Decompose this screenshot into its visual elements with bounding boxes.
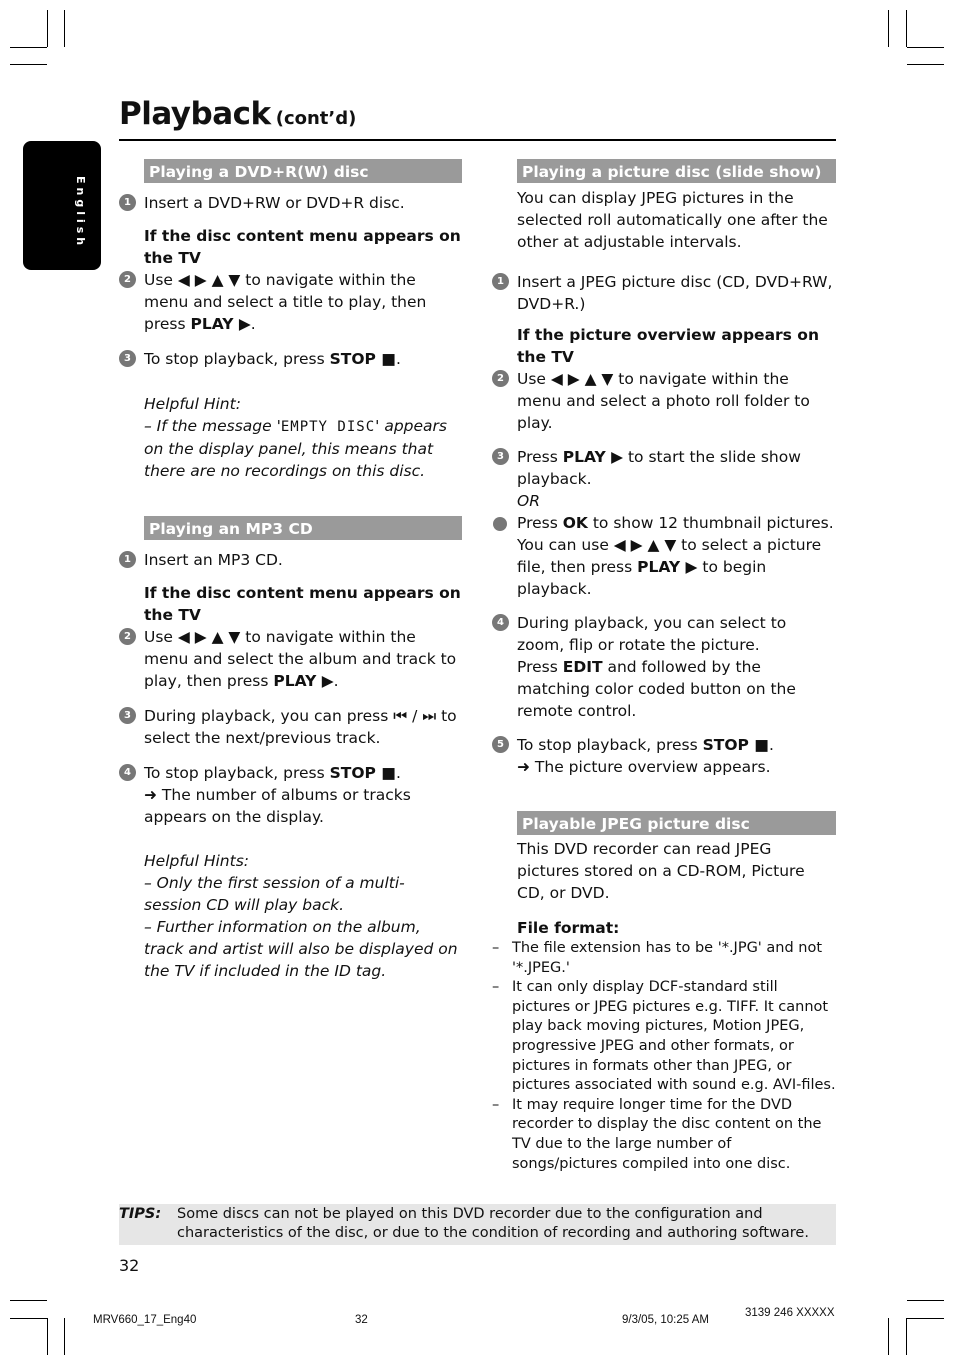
mp3-hint-2: – Further information on the album, track and artist will also be displayed on the TV if included in the ID tag.: [144, 918, 458, 980]
mp3-step-2: [119, 626, 462, 692]
left-column: [119, 159, 462, 982]
lcd-message: EMPTY DISC: [280, 419, 376, 435]
section-heading-mp3: Playing an MP3 CD: [144, 516, 462, 540]
step-text: to show 12 thumbnail pictures. You can use ◀ ▶ ▲ ▼ to select a picture file, then press: [517, 514, 834, 576]
dvd-hint: [119, 415, 462, 482]
slide-or: OR: [517, 492, 540, 510]
step-text: During playback, you can select to zoom, flip or rotate the picture.: [517, 614, 787, 654]
footer-date: 9/3/05, 10:25 AM: [622, 1314, 709, 1326]
step-number: 2: [119, 271, 136, 288]
slide-step-4: [492, 612, 836, 656]
slideshow-intro: You can display JPEG pictures in the selected roll automatically one after the other at adjustable intervals.: [517, 189, 828, 251]
tips-text: Some discs can not be played on this DVD recorder due to the configuration and characteristics of the disc, or due to the condition of recording and authoring software.: [177, 1206, 809, 1241]
crop-mark: [888, 10, 889, 47]
step-number: 3: [119, 707, 136, 724]
page-number: 32: [119, 1256, 140, 1275]
dvd-hint-title: Helpful Hint:: [144, 395, 241, 413]
file-format-item-3: [492, 1096, 836, 1174]
crop-mark: [10, 47, 47, 48]
step-text-end: .: [395, 350, 401, 368]
dash-mark: –: [492, 1096, 500, 1113]
title-rule: [119, 139, 836, 141]
edit-key: EDIT: [562, 658, 603, 676]
hint-text: – If the message ': [144, 417, 281, 435]
footer-code: 3139 246 XXXXX: [745, 1307, 835, 1319]
step-number: 2: [492, 370, 509, 387]
step-text-end: to begin playback.: [517, 558, 767, 598]
crop-mark: [10, 64, 47, 65]
footer-page: 32: [355, 1314, 368, 1326]
mp3-hint-1: – Only the first session of a multi-session CD will play back.: [144, 874, 405, 914]
crop-mark: [907, 1318, 944, 1319]
play-key: PLAY ▶: [273, 672, 334, 690]
file-format-title: File format:: [517, 919, 620, 937]
stop-key: STOP ■: [329, 350, 396, 368]
title-main: Playback: [119, 96, 271, 132]
tips-box: [119, 1204, 836, 1245]
play-key: PLAY ▶: [562, 448, 624, 466]
mp3-step-1: [119, 549, 462, 571]
step-number: 3: [492, 448, 509, 465]
list-item-text: The file extension has to be '*.JPG' and not '*.JPEG.': [512, 940, 823, 976]
section-heading-slideshow: Playing a picture disc (slide show): [517, 159, 836, 183]
step-text: Insert a DVD+RW or DVD+R disc.: [144, 194, 405, 212]
title-sub: (cont’d): [275, 108, 357, 129]
step-text-end: .: [333, 672, 339, 690]
crop-mark: [907, 47, 944, 48]
step-text-end: .: [250, 315, 256, 333]
mp3-step-4-result: ➜ The number of albums or tracks appears on the display.: [144, 786, 411, 826]
slide-step-5-result: ➜ The picture overview appears.: [517, 758, 771, 776]
slide-bullet: [492, 512, 836, 600]
slide-step-4-edit: [492, 656, 836, 722]
list-item-text: It may require longer time for the DVD recorder to display the disc content on the TV due to the large number of songs/pictures compiled into one disc.: [512, 1096, 822, 1172]
mp3-hints-title: Helpful Hints:: [144, 852, 250, 870]
step-number: 4: [119, 764, 136, 781]
language-tab: [23, 141, 101, 270]
list-item-text: It can only display DCF-standard still pictures or JPEG pictures e.g. TIFF. It cannot play back moving pictures, Motion JPEG, progressive JPEG and other formats, or pictures in formats other than JPEG, or pictures associated with sound e.g. AVI-files.: [512, 979, 836, 1094]
step-number: 4: [492, 614, 509, 631]
play-key: PLAY ▶: [190, 315, 251, 333]
dash-mark: –: [492, 940, 500, 956]
step-number: 2: [119, 628, 136, 645]
section-heading-jpeg: Playable JPEG picture disc: [517, 811, 836, 835]
crop-mark: [888, 1318, 889, 1355]
step-text: To stop playback, press: [517, 736, 703, 754]
mp3-subheading: If the disc content menu appears on the TV: [144, 584, 461, 624]
slide-step-5: [492, 734, 836, 756]
ok-key: OK: [562, 514, 588, 532]
stop-key: STOP ■: [702, 736, 769, 754]
step-text: Use ◀ ▶ ▲ ▼ to navigate within the menu and select a photo roll folder to play.: [517, 370, 810, 432]
file-format-item-1: [492, 939, 836, 978]
slide-step-2: [492, 368, 836, 434]
step-number: 1: [119, 551, 136, 568]
language-tab-label: English: [74, 176, 87, 250]
step-number: 3: [119, 350, 136, 367]
step-number: 5: [492, 736, 509, 753]
step-text: To stop playback, press: [144, 764, 330, 782]
crop-mark: [907, 1300, 944, 1301]
step-text: During playback, you can press ⏮ / ⏭ to select the next/previous track.: [144, 707, 457, 747]
step-text: Press: [517, 658, 563, 676]
play-key: PLAY ▶: [637, 558, 698, 576]
step-text: Insert an MP3 CD.: [144, 551, 283, 569]
slide-step-1: [492, 271, 836, 315]
footer-file: MRV660_17_Eng40: [93, 1314, 197, 1326]
stop-key: STOP ■: [329, 764, 396, 782]
hint-text: ' appears on the display panel, this means that there are no recordings on this disc.: [144, 417, 447, 480]
crop-mark: [64, 1318, 65, 1355]
slide-subheading: If the picture overview appears on the TV: [517, 326, 819, 366]
mp3-step-3: [119, 705, 462, 749]
crop-mark: [47, 1318, 48, 1355]
mp3-step-4: [119, 762, 462, 784]
step-text: To stop playback, press: [144, 350, 330, 368]
step-text: Use ◀ ▶ ▲ ▼ to navigate within the menu and select a title to play, then press: [144, 271, 427, 333]
step-text: Use ◀ ▶ ▲ ▼ to navigate within the menu and select the album and track to play, then press: [144, 628, 457, 690]
step-text-end: .: [395, 764, 401, 782]
tips-label: TIPS:: [119, 1206, 162, 1222]
step-number: 1: [119, 194, 136, 211]
step-text: Insert a JPEG picture disc (CD, DVD+RW, DVD+R.): [517, 273, 833, 313]
dvd-step-3: [119, 348, 462, 370]
crop-mark: [47, 10, 48, 47]
step-text: Press: [517, 514, 563, 532]
crop-mark: [906, 1318, 907, 1355]
file-format-item-2: [492, 978, 836, 1096]
dvd-subheading: If the disc content menu appears on the TV: [144, 227, 461, 267]
step-text: and followed by the matching color coded button on the remote control.: [517, 658, 796, 720]
dvd-step-1: [119, 192, 462, 214]
crop-mark: [10, 1318, 47, 1319]
page-title: [119, 96, 356, 132]
right-column: [492, 159, 836, 1174]
dvd-step-2: [119, 269, 462, 335]
step-number: 1: [492, 273, 509, 290]
dash-mark: –: [492, 979, 500, 996]
jpeg-intro: This DVD recorder can read JPEG pictures stored on a CD-ROM, Picture CD, or DVD.: [517, 840, 805, 902]
step-text: Press: [517, 448, 563, 466]
step-text-end: .: [768, 736, 774, 754]
step-text-end: to start the slide show playback.: [517, 448, 801, 488]
section-heading-dvd: Playing a DVD+R(W) disc: [144, 159, 462, 183]
crop-mark: [64, 10, 65, 47]
crop-mark: [10, 1300, 47, 1301]
slide-step-3: [492, 446, 836, 490]
crop-mark: [907, 64, 944, 65]
bullet-icon: [493, 517, 507, 531]
crop-mark: [906, 10, 907, 47]
